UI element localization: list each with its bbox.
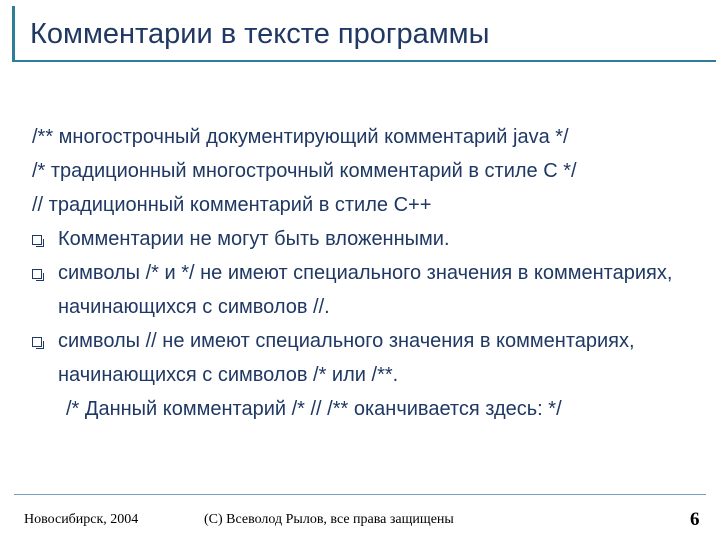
footer-divider [14,494,706,495]
checkbox-bullet-icon [32,324,58,358]
slide-content [32,120,702,426]
code-line-multiline: /* традиционный многострочный комментарий в стиле С */ [32,160,577,182]
bullet-text: символы /* и */ не имеют специального значения в комментариях, начинающихся с символов //. [58,262,673,318]
footer-city-year: Новосибирск, 2004 [24,512,139,527]
bullet-item [32,256,702,324]
checkbox-bullet-icon [32,222,58,256]
bullet-item [32,324,702,392]
code-line-javadoc: /** многострочный документирующий комментарий java */ [32,126,569,148]
code-example: /* Данный комментарий /* // /** оканчивается здесь: */ [66,398,562,420]
code-line-single: // традиционный комментарий в стиле С++ [32,194,432,216]
bullet-text: Комментарии не могут быть вложенными. [58,228,450,250]
footer-copyright: (С) Всеволод Рылов, все права защищены [204,512,454,527]
bullet-text: символы // не имеют специального значения в комментариях, начинающихся с символов /* или /**. [58,330,635,386]
page-number: 6 [690,509,700,530]
slide-title: Комментарии в тексте программы [30,18,490,50]
bullet-item [32,222,702,256]
checkbox-bullet-icon [32,256,58,290]
